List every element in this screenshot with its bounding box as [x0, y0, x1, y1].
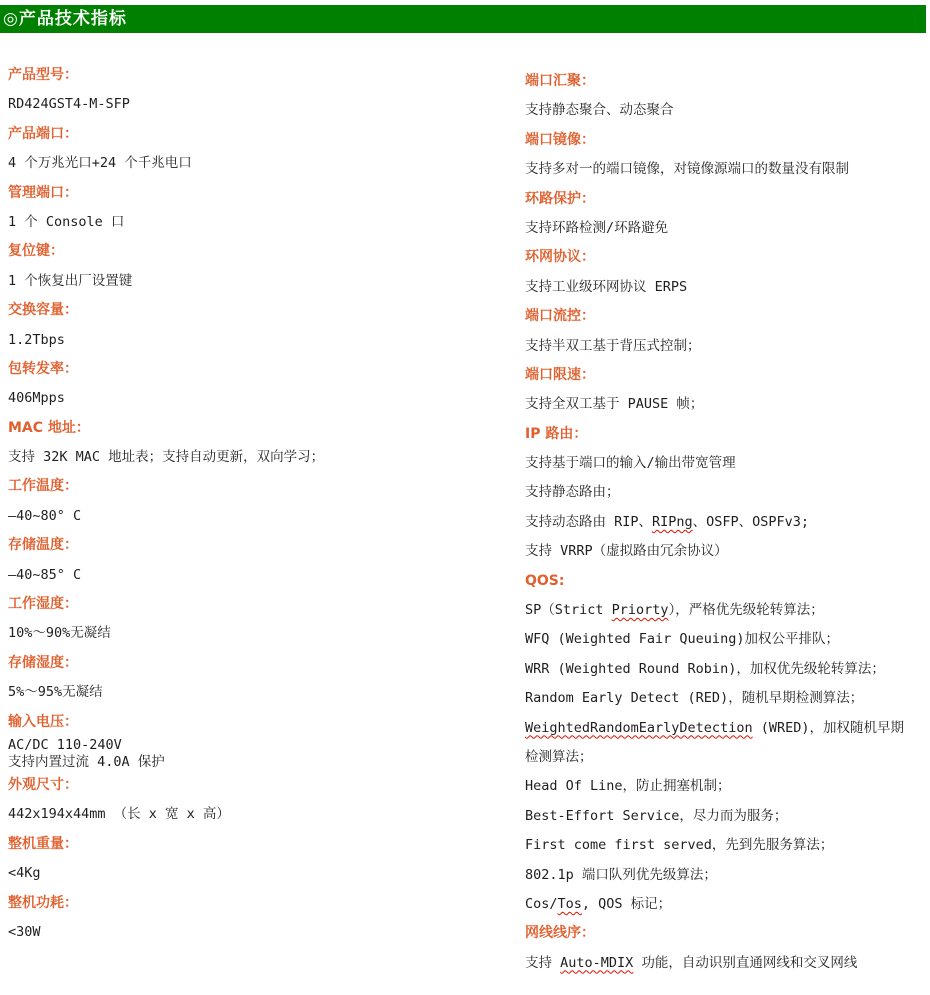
spec-label: 存储温度：: [8, 537, 78, 554]
spec-text: —40~80° C: [8, 507, 82, 524]
spec-label: IP 路由：: [525, 425, 588, 442]
spec-text: 442x194x44mm （长 x 宽 x 高）: [8, 806, 230, 823]
spec-value: [525, 596, 925, 625]
misspelled-word: RIPng: [652, 513, 693, 530]
spec-label: 外观尺寸：: [8, 776, 78, 793]
spec-value: [525, 96, 925, 125]
spec-value: [8, 208, 525, 237]
spec-text: SP（Strict: [525, 602, 612, 619]
spec-value: [525, 449, 925, 478]
spec-text: 406Mpps: [8, 390, 65, 407]
spec-text: 支持半双工基于背压式控制；: [525, 337, 701, 354]
spec-text: <4Kg: [8, 865, 41, 882]
spec-value: [525, 332, 925, 361]
spec-value: [525, 508, 925, 537]
spec-text: 功能，自动识别直通网线和交叉网线: [633, 954, 858, 971]
spec-label: 交换容量：: [8, 302, 78, 319]
spec-value: [8, 502, 525, 531]
spec-label: 产品型号：: [8, 67, 78, 83]
spec-text: 5%～95%无凝结: [8, 684, 103, 701]
spec-label: 整机功耗：: [8, 894, 78, 911]
spec-value: [8, 754, 525, 771]
spec-text: 支持基于端口的输入/输出带宽管理: [525, 455, 736, 472]
spec-label: 网线线序：: [525, 925, 595, 942]
spec-value: [8, 918, 525, 947]
spec-text: WFQ (Weighted Fair Queuing)加权公平排队；: [525, 631, 839, 648]
spec-text: First come first served，先到先服务算法；: [525, 837, 834, 854]
spec-text: , QOS 标记；: [581, 895, 672, 912]
spec-value: [525, 273, 925, 302]
spec-label: 整机重量：: [8, 835, 78, 852]
spec-label: 环路保护：: [525, 190, 595, 207]
spec-text: <30W: [8, 923, 41, 940]
spec-value: [525, 714, 925, 743]
spec-text: —40~85° C: [8, 566, 82, 583]
spec-text: Head Of Line，防止拥塞机制；: [525, 778, 731, 795]
spec-value: [8, 149, 525, 178]
spec-label: 端口镜像：: [525, 131, 595, 148]
misspelled-word: Tos: [557, 895, 582, 912]
spec-label: 包转发率：: [8, 360, 78, 377]
spec-text: 支持静态路由；: [525, 484, 620, 501]
spec-value: [8, 800, 525, 829]
spec-label: 管理端口：: [8, 184, 78, 201]
spec-value: [525, 861, 925, 890]
spec-value: [525, 743, 925, 772]
spec-value: [8, 737, 525, 754]
spec-value: [8, 561, 525, 590]
spec-text: (WRED)，加权随机早期: [752, 719, 904, 736]
spec-value: [525, 655, 925, 684]
misspelled-word: WeightedRandomEarlyDetection: [525, 719, 753, 736]
spec-text: 支持多对一的端口镜像，对镜像源端口的数量没有限制: [525, 161, 849, 178]
spec-columns: [0, 61, 930, 978]
section-header-bar: [0, 5, 926, 33]
spec-text: 支持环路检测/环路避免: [525, 219, 669, 236]
spec-value: [8, 619, 525, 648]
spec-label: 产品端口：: [8, 125, 78, 142]
spec-text: AC/DC 110-240V: [8, 736, 122, 753]
spec-text: 802.1p 端口队列优先级算法；: [525, 866, 717, 883]
spec-text: 、OSFP、OSPFv3;: [692, 513, 810, 530]
spec-text: Random Early Detect (RED)，随机早期检测算法；: [525, 690, 864, 707]
spec-text: 检测算法；: [525, 748, 593, 765]
spec-value: [525, 214, 925, 243]
spec-text: 支持静态聚合、动态聚合: [525, 102, 674, 119]
spec-text: 1 个 Console 口: [8, 213, 125, 230]
spec-label: 工作温度：: [8, 478, 78, 495]
spec-value: [525, 390, 925, 419]
spec-label: 工作湿度：: [8, 596, 78, 613]
section-title: ◎产品技术指标: [3, 9, 127, 29]
spec-text: 支持 32K MAC 地址表；支持自动更新，双向学习；: [8, 449, 325, 466]
spec-value: [525, 625, 925, 654]
spec-text: Best-Effort Service，尽力而为服务；: [525, 807, 788, 824]
spec-label: 存储湿度：: [8, 654, 78, 671]
spec-value: [525, 890, 925, 919]
spec-text: 1 个恢复出厂设置键: [8, 272, 133, 289]
spec-value: [525, 537, 925, 566]
spec-text: 10%～90%无凝结: [8, 625, 111, 642]
spec-label: 环网协议：: [525, 249, 595, 266]
spec-value: [8, 443, 525, 472]
misspelled-word: Priorty: [611, 602, 669, 619]
left-column: [8, 61, 525, 978]
spec-label: 端口汇聚：: [525, 73, 595, 89]
spec-value: [525, 155, 925, 184]
spec-label: 端口流控：: [525, 308, 595, 325]
spec-value: [8, 384, 525, 413]
spec-value: [8, 326, 525, 355]
spec-text: 支持 VRRP（虚拟路由冗余协议）: [525, 543, 728, 560]
spec-text: 支持动态路由 RIP、: [525, 513, 653, 530]
spec-label: 端口限速：: [525, 366, 595, 383]
spec-text: 支持工业级环网协议 ERPS: [525, 278, 688, 295]
spec-value: [525, 684, 925, 713]
spec-text: 1.2Tbps: [8, 331, 65, 348]
spec-value: [8, 859, 525, 888]
spec-value: [525, 949, 925, 978]
spec-label: MAC 地址：: [8, 419, 90, 436]
spec-value: [8, 90, 525, 119]
spec-value: [525, 772, 925, 801]
spec-text: 支持内置过流 4.0A 保护: [8, 753, 165, 770]
spec-value: [8, 267, 525, 296]
spec-value: [8, 678, 525, 707]
spec-label: QOS:: [525, 572, 565, 589]
spec-value: [525, 802, 925, 831]
spec-value: [525, 831, 925, 860]
spec-text: RD424GST4-M-SFP: [8, 96, 130, 113]
right-column: [525, 61, 925, 978]
spec-text: ），严格优先级轮转算法；: [668, 602, 824, 619]
spec-label: 复位键：: [8, 243, 64, 260]
spec-text: 4 个万兆光口+24 个千兆电口: [8, 155, 192, 172]
spec-label: 输入电压：: [8, 713, 78, 730]
spec-text: WRR (Weighted Round Robin)，加权优先级轮转算法；: [525, 660, 885, 677]
spec-text: 支持全双工基于 PAUSE 帧；: [525, 396, 704, 413]
spec-value: [525, 478, 925, 507]
misspelled-word: Auto-MDIX: [560, 954, 634, 971]
spec-text: Cos/: [525, 895, 558, 912]
spec-text: 支持: [525, 954, 561, 971]
